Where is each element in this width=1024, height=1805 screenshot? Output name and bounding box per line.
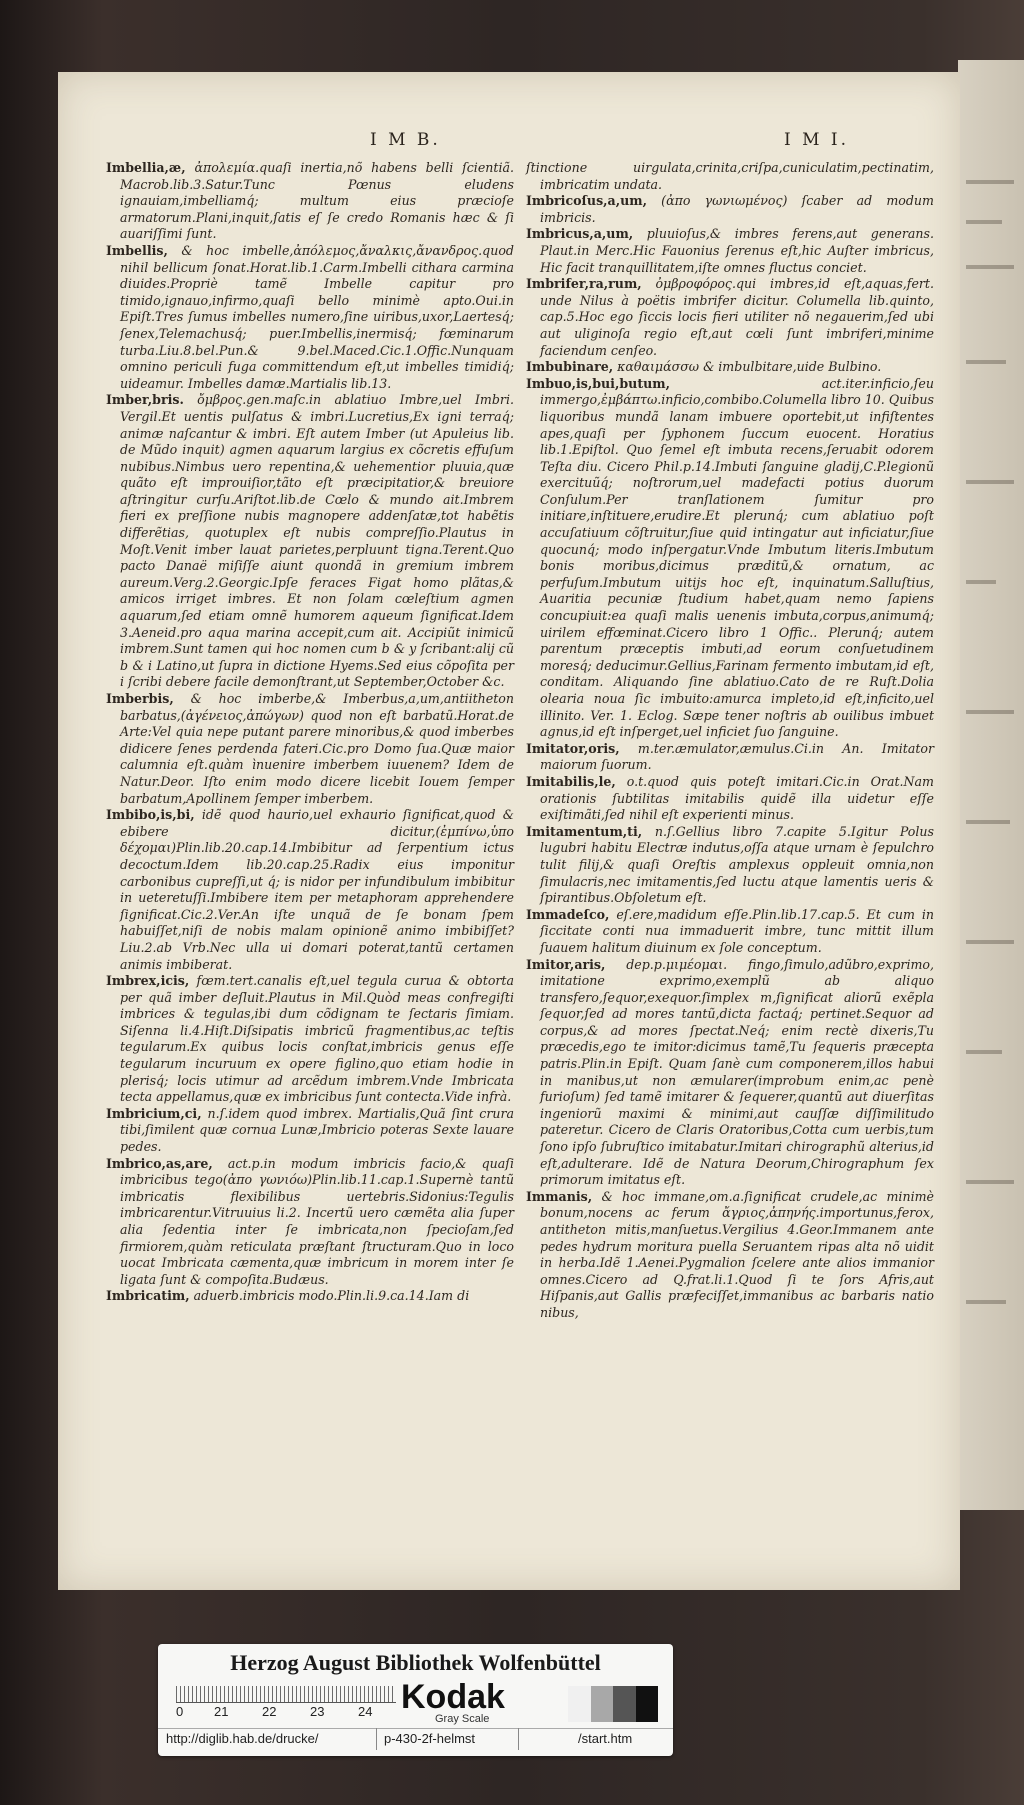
entry-imbibo: Imbibo,is,bi, idẽ quod haurio,uel exhaurio ſignificat,quod & ebibere dicitur,(ἐμπίνω,ὑπο δέχομαι)Plin.lib.20.cap.14.Imbibitur ad ſerpentium ictus decoctum.Idem lib.20.cap.25.Radix eius imponitur carbonibus cupreſſi,ut q́; is nidor per infundibulum imbibitur in ueteretuſſi.Imbibere item per metaphoram apprehendere ſignificat.Cic.2.Ver.An iſte unquã de ſe bonam ſpem habuiſſet,niſi de nobis malam opinionẽ animo imbibiſſet?Liu.2.ab Vrb.Nec ulla ui domari poterat,tantũ certamen animis imbiberat. [106,807,514,972]
entry-imberbis: Imberbis, & hoc imberbe,& Imberbus,a,um,antiitheton barbatus,(ἀγένειος,ἀπώγων) quod non eſt barbatũ.Horat.de Arte:Vel quia nepe putant parere minoribus,& quod imberbes didicere ſenes perdenda fateri.Cic.pro Domo ſua.Quæ maior calumnia eſt.quàm ìnuenire imberbem iuuenem? Idem de Natur.Deor. Iſto enim modo dicere licebit Iouem ſemper barbatum,Apollinem ſemper imberbem. [106,691,514,806]
library-url: http://diglib.hab.de/drucke/ [166,1731,319,1746]
ruler-number: 23 [310,1704,325,1719]
adjacent-page-edge [958,60,1024,1510]
entry-imbubinare: Imbubinare, καθαιμάσσω & imbulbitare,uide Bulbino. [526,359,882,375]
entry-imbrico: Imbrico,as,are, act.p.in modum imbricis facio,& quaſi imbricibus tego(ἀπο γωνιόω)Plin.lib.11.cap.1.Supernè tantũ imbricatis flexibilibus uertebris.Sidonius:Tegulis imbricarentur.Vitruuius li.2. Incertũ uero cæmẽta alia ſuper alia ſedentia inter ſe imbricata,non ſpecioſam,ſed firmiorem,quàm reticulata præſtant ſtructuram.Quo in loco uocat Imbricata cæmenta,quæ imbricum in morem inter ſe ligata ſunt & compoſita.Budæus. [106,1155,514,1287]
ruler-number: 0 [176,1704,184,1719]
entry-imbricium: Imbricium,ci, n.ſ.idem quod imbrex. Martialis,Quã ſint crura tibi,ſimilent quæ cornua Lunæ,Imbricio poteras Sexte lauare pedes. [106,1105,514,1155]
entry-imber: Imber,bris. ὄμβρος.gen.maſc.in ablatiuo Imbre,uel Imbri. Vergil.Et uentis pulſatus & imbri.Lucretius,Ex igni terraq́; animæ naſcantur & imbri. Eſt autem Imber (ut Apuleius lib. de Mũdo inquit) agmen aquarum largius ex cõcretis effuſum nubibus.Nimbus uero repentina,& uehementior pluuia,quæ quãto eſt improuiſior,tãto eſt præcipitatior,& breuiore aſtringitur curſu.Ariſtot.lib.de Cœlo & mundo ait.Imbrem fieri ex preſſione nubis magnopere addenſatæ,tot habẽtis differẽtias, quotuplex eſt nubis compreſſio.Plautus in Moſt.Venit imber lauat parietes,perpluunt tigna.Terent.Quo pacto Danaë miſiſſe aiunt quondã in gremium imbrem aureum.Verg.2.Georgic.Ipſe feraces Figat homo plãtas,& amicos irriget imbres. Et non ſolam cœleſtium agmen aquarum,ſed etiam omnẽ humorem aqueum ſignificat.Idem 3.Aeneid.pro aqua marina accepit,cum ait. Accipiũt inimicũ imbrem.Sunt tamen qui hoc nomen cum b & y ſcribant:alij cũ b & i Latino,ut ſupra in dictione Hyems.Sed eius cõpoſita per i ſcribi debere facile demonſtrant,ut September,October &c. [106,392,514,690]
entry-imbricosus: Imbricoſus,a,um, (ἀπο γωνιωμένος) ſcaber ad modum imbricis. [526,193,934,225]
right-column [526,160,934,1322]
scale-ruler [176,1686,396,1703]
entry-immadesco: Immadeſco, eſ.ere,madidum eſſe.Plin.lib.17.cap.5. Et cum in ſiccitate conti nua immaduerit imbre, tunc mittit illum ſuauem halitum diuinum ex ſole conceptum. [526,906,934,955]
shelfmark: p-430-2f-helmst [384,1731,476,1746]
ruler-number: 21 [214,1704,229,1719]
entry-continued: ſtinctione uirgulata,crinita,criſpa,cuniculatim,pectinatim, imbricatim undata. [526,160,934,192]
entry-imitamentum: Imitamentum,ti, n.ſ.Gellius libro 7.capite 5.Igitur Polus lugubri habitu Electræ indutus,oſſa atque urnam è ſepulchro tulit filij,& quaſi Oreſtis amplexus oppleuit omnia,non ſimulacris,nec imitamentis,ſed luctu atque lamentis ueris & ſpirantibus.Obſoletum eſt. [526,823,934,906]
header-left: I M B. [370,130,441,150]
kodak-logo: Kodak [401,1678,505,1716]
entry-imitabilis: Imitabilis,le, o.t.quod quis poteſt imitari.Cic.in Orat.Nam orationis ſubtilitas imitabilis quidẽ illa uidetur eſſe exiſtimãti,ſed nihil eſt experienti minus. [526,773,934,823]
library-name: Herzog August Bibliothek Wolfenbüttel [230,1650,601,1675]
start-path: /start.htm [578,1731,633,1746]
entry-imbellia: Imbellia,æ, ἀπολεμία.quaſi inertia,nõ habens belli ſcientiã. Macrob.lib.3.Satur.Tunc Pœnus eludens ignauiam,imbelliamq́; multum eius præcioſe armatorum.Plani,inquit,ſatis eſ ſe credo Romanis hæc & ſi auariſſimi ſunt. [106,160,514,242]
gray-swatches [568,1686,658,1722]
entry-imitator: Imitator,oris, m.ter.æmulator,æmulus.Ci.in An. Imitator maiorum ſuorum. [526,740,934,773]
ruler-numbers [176,1704,406,1720]
entry-imbricatim: Imbricatim, aduerb.imbricis modo.Plin.li.9.ca.14.Iam di [106,1288,470,1304]
book-page [58,72,960,1590]
entry-imitor: Imitor,aris, dep.p.μιμέομαι. fingo,ſimulo,adũbro,exprimo, imitatione exprimo,exemplũ ab aliquo transfero,ſequor,exequor.ſimplex m,ſignificat aliorũ exẽpla ſequor,ſed ad mores tantũ,dicta factaq́; pertinet.Sequor ad corpus,& ad mores ſpectat.Neq́; enim rectè dixeris,Tu præcedis,ego te imitor:dicimus tamẽ,Tu ſequeris præcepta patris.Plin.in Epiſt. Quam ſanè cum componerem,illos habui in manibus,ut non æmularer(improbum enim,ac penè furioſum) ſed tamẽ imitarer & ſequerer,quantũ aut diuerſitas ingeniorũ maximi & minimi,aut cauſſæ diſſimilitudo pateretur. Cicero de Claris Oratoribus,Cotta cum uerbis,tum ſono ipſo ſubruſtico imitabatur.Imitari chirographũ alterius,id eſt,adulterare. Idẽ de Natura Deorum,Chirographum ſex primorum imitatus eſt. [526,956,934,1188]
entry-imbuo: Imbuo,is,bui,butum, act.iter.inficio,ſeu immergo,ἐμβάπτω.inficio,combibo.Columella libro 10. Quibus liquoribus mundã lanam imbuere oportebit,ut infiſtentes apes,quaſi per ſyphonem ſuccum euocent. Horatius lib.1.Epiſtol. Quo ſemel eſt imbuta recens,ſeruabit odorem Teſta diu. Cicero Phil.p.14.Imbuti ſanguine gladij,C.P.legionũ exercituũq́; noſtrorum,uel madefacti potius duorum Conſulum.Per tranſlationem ſumitur pro initiare,inſtituere,erudire.Et plerunq́; cum ablatiuo poſt accuſatiuum cõſtruitur,ſiue quid intingatur aut inficiatur,ſiue quocunq́; modo inſpergatur.Vnde Imbutum literis.Imbutum bonis moribus,dicimus præditũ,& ornatum, ac perfuſum.Imbutum uitijs hoc eſt, inquinatum.Salluſtius, Auaritia pecuniæ ſtudium habet,quam nemo ſapiens concupiuit:ea quaſi malis uenenis imbuta,corpus,animumq́; uirilem effœminat.Cicero libro 1 Offic.. Plerunq́; autem parentum præceptis imbuti,ad eorum conſuetudinem moresq́; deducimur.Gellius,Farinam fermento imbutam,id eſt, conditam. Aliquando ſine ablatiuo.Cato de re Ruſt.Dolia olearia noua ſic imbuito:amurca impleto,id eſt,inficito,uel illinito. Ver. 1. Eclog. Sæpe tener noſtris ab ouilibus imbuet agnus,id eſt inſperget,uel inficiet ſuo ſanguine. [526,375,934,740]
entry-imbrex: Imbrex,icis, fœm.tert.canalis eſt,uel tegula curua & obtorta per quã imber deſluit.Plautus in Mil.Quòd meas confregiſti imbrices & tegulas,ibi dum cõdignam te ſectaris ſimiam. Siſenna li.4.Hiſt.Diſsipatis imbricũ fragmentibus,ac teſtis tegularum.Ex quibus locis conſtat,imbricis genus eſſe tegularum incuruum ex opere figlino,quo etiam hodie in plerisq́; locis utimur ad arcẽdum imbrem.Vnde Imbricata tecta appellamus,quæ ex imbricibus ſunt contecta.Vide infrà. [106,973,514,1105]
card-footer [158,1728,673,1750]
entry-imbrifer: Imbrifer,ra,rum, ὀμβροφόρος.qui imbres,id eſt,aquas,fert. unde Nilus à poëtis imbrifer dicitur. Columella lib.quinto, cap.5.Hoc ego ſiccis locis fieri utiliter nõ negauerim,ſed ubi aut uliginoſa regio eſt,aut cœli ſunt imbriferi,minime faciendum cenſeo. [526,276,934,358]
header-right: I M I. [784,130,850,150]
entry-imbellis: Imbellis, & hoc imbelle,ἀπόλεμος,ἄναλκις,ἄνανδρος.quod nihil bellicum ſonat.Horat.lib.1.Carm.Imbelli cithara carmina diuides.Propriè tamẽ Imbelle capitur pro timido,ignauo,infirmo,quaſi bello minimè apto.Oui.in Epiſt.Tres ſumus imbelles numero,ſine uiribus,uxor,Laertesq́; ſenex,Telemachusq́; puer.Imbellis,inermisq́; fœminarum turba.Liu.8.bel.Pun.& 9.bel.Maced.Cic.1.Offic.Nunquam omnino periculi fuga committendum eſt,ut imbelles timidiq́; uideamur. Imbelles damæ.Martialis lib.13. [106,242,514,391]
left-column [106,160,514,1305]
ruler-number: 24 [358,1704,373,1719]
entry-imbricus: Imbricus,a,um, pluuioſus,& imbres ferens,aut generans. Plaut.in Merc.Hic Fauonius ſerenus eſt,hic Auſter imbricus, Hic facit tranquillitatem,iſte omnes fluctus conciet. [526,226,934,275]
ruler-number: 22 [262,1704,277,1719]
entry-immanis: Immanis, & hoc immane,om.a.ſignificat crudele,ac minimè bonum,nocens ac ferum ἄγριος,ἀπηνής.importunus,ferox, antitheton mitis,manſuetus.Vergilius 4.Geor.Immanem ante pedes hydrum moritura puella Seruantem ripas alta nõ uidit in herba.Idẽ 1.Aenei.Pygmalion ſcelere ante alios immanior omnes.Cicero ad Q.frat.li.1.Quod ſi te ſors Afris,aut Hiſpanis,aut Gallis præfeciſſet,immanibus ac barbaris natio nibus, [526,1188,934,1320]
library-color-card [158,1644,673,1756]
gray-scale-label: Gray Scale [435,1713,490,1725]
